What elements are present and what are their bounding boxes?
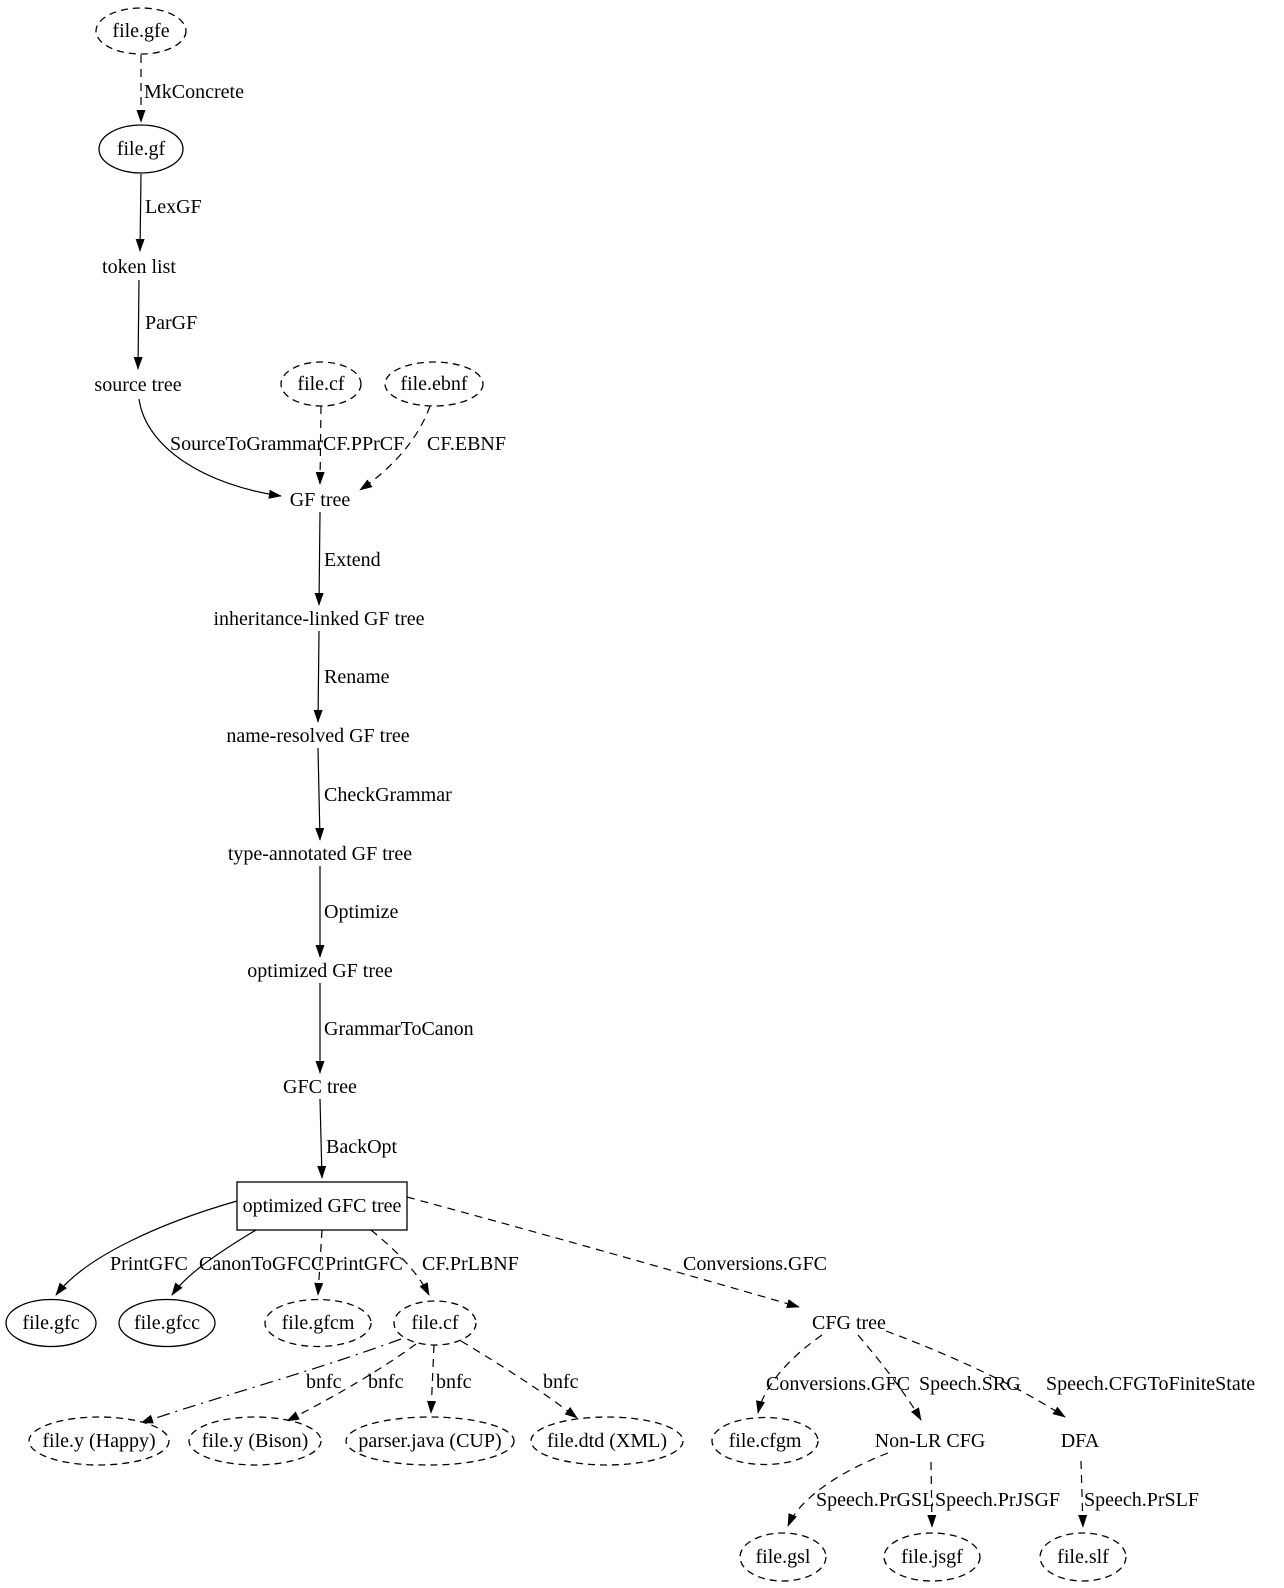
edge-canontogfcc-label: CanonToGFCC [199,1253,325,1275]
node-shapes-group [6,8,1126,1581]
node-file-gfc: file.gfc [22,1312,80,1334]
edge-bnfc-happy-label: bnfc [306,1371,342,1393]
node-dfa: DFA [1060,1430,1100,1452]
edge-grammartocanon-label: GrammarToCanon [324,1018,474,1040]
edge-cf-pprcf-label: CF.PPrCF [323,433,405,455]
edge-printgfc-2-label: PrintGFC [325,1253,403,1275]
node-type-annotated-gf-tree: type-annotated GF tree [227,843,413,865]
edge-extend [319,512,320,605]
edge-printgfc-1 [56,1201,237,1295]
node-file-gsl: file.gsl [755,1546,811,1568]
node-file-gfcc: file.gfcc [133,1312,201,1334]
node-token-list: token list [102,256,176,278]
node-file-jsgf: file.jsgf [901,1546,963,1568]
edge-cf-ebnf-label: CF.EBNF [427,433,506,455]
edge-pargf [138,280,139,369]
node-optimized-gf-tree: optimized GF tree [247,960,393,982]
node-gf-tree: GF tree [289,489,351,511]
edge-cf-prlbnf-label: CF.PrLBNF [422,1253,519,1275]
edge-optimize-label: Optimize [324,901,399,923]
node-optimized-gfc-tree: optimized GFC tree [242,1195,402,1217]
edge-speech-prgsl-label: Speech.PrGSL [816,1489,935,1511]
node-gfc-tree: GFC tree [283,1076,357,1098]
node-file-gf: file.gf [116,138,166,160]
node-inheritance-linked-gf-tree: inheritance-linked GF tree [213,608,425,630]
edge-lexgf-label: LexGF [145,196,202,218]
node-file-cfgm: file.cfgm [728,1430,802,1452]
edge-bnfc-bison-label: bnfc [368,1371,404,1393]
node-non-lr-cfg: Non-LR CFG [874,1430,986,1452]
node-file-y-happy: file.y (Happy) [42,1430,156,1452]
edge-checkgrammar-label: CheckGrammar [324,784,452,806]
edge-checkgrammar [318,748,320,840]
node-source-tree: source tree [94,374,182,396]
edge-speech-prslf [1081,1461,1083,1527]
edge-speech-prslf-label: Speech.PrSLF [1084,1489,1199,1511]
edge-speech-srg-label: Speech.SRG [919,1373,1021,1395]
node-name-resolved-gf-tree: name-resolved GF tree [226,725,410,747]
edge-conversions-gfc-2-label: Conversions.GFC [766,1373,910,1395]
edge-pargf-label: ParGF [145,312,198,334]
edge-bnfc-happy [141,1339,401,1423]
node-parser-java-cup: parser.java (CUP) [358,1430,502,1452]
node-file-gfcm: file.gfcm [281,1312,355,1334]
edge-rename-label: Rename [324,666,390,688]
edge-conversions-gfc-1-label: Conversions.GFC [683,1253,827,1275]
edge-backopt [320,1099,322,1178]
edge-backopt-label: BackOpt [326,1136,398,1158]
edge-bnfc-cup-label: bnfc [436,1371,472,1393]
edge-mkconcrete-label: MkConcrete [144,81,244,103]
edge-extend-label: Extend [324,549,381,571]
node-file-dtd-xml: file.dtd (XML) [547,1430,667,1452]
node-cfg-tree: CFG tree [812,1312,886,1334]
edge-speech-cfgtofinitestate-label: Speech.CFGToFiniteState [1046,1373,1256,1395]
edge-printgfc-1-label: PrintGFC [110,1253,188,1275]
edges-group [56,55,1083,1527]
edge-sourcetogrammar-label: SourceToGrammar [170,433,323,455]
node-file-y-bison: file.y (Bison) [201,1430,309,1452]
edge-speech-prjsgf-label: Speech.PrJSGF [935,1489,1061,1511]
node-file-slf: file.slf [1057,1546,1109,1568]
edge-rename [318,631,319,722]
edge-conversions-gfc-1 [407,1197,799,1307]
edge-lexgf [140,174,141,251]
node-file-ebnf: file.ebnf [400,373,468,395]
edge-bnfc-cup [431,1345,434,1413]
node-file-cf-bottom: file.cf [411,1312,459,1334]
edge-bnfc-xml-label: bnfc [543,1371,579,1393]
node-file-cf-top: file.cf [297,373,345,395]
node-file-gfe: file.gfe [112,20,170,42]
